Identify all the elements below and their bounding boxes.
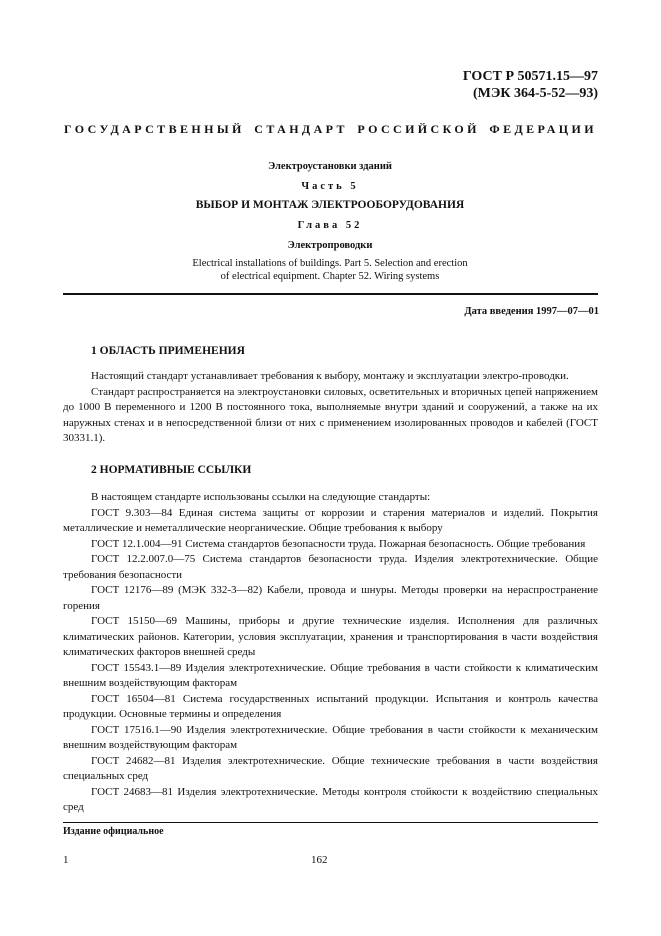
official-edition-label: Издание официальное bbox=[63, 826, 164, 837]
state-standard-banner bbox=[64, 122, 597, 137]
section2-body bbox=[63, 490, 598, 816]
reference-item: ГОСТ 24682—81 Изделия электротехнические. Общие технические требования в части воздействия специальных сред bbox=[63, 754, 598, 782]
banner-word: РОССИЙСКОЙ bbox=[357, 122, 480, 136]
banner-word: СТАНДАРТ bbox=[254, 122, 348, 136]
paragraph: Стандарт распространяется на электроустановки силовых, осветительных и вторичных цепей напряжением до 1000 В переменного и 1200 В постоянного тока, выполняемые внутри зданий и сооружений, а также на их наружных стенах и в непосредственной близи от них с применением изолированных проводов и кабелей (ГОСТ 30331.1). bbox=[63, 385, 598, 444]
title-chapter: Глава 52 bbox=[297, 220, 363, 231]
title-part: Часть 5 bbox=[301, 181, 359, 192]
title-english-line1: Electrical installations of buildings. Part 5. Selection and erection bbox=[192, 258, 468, 269]
title-english-line2: of electrical equipment. Chapter 52. Wiring systems bbox=[220, 271, 440, 282]
section1-body bbox=[63, 369, 598, 447]
section2-heading: 2 НОРМАТИВНЫЕ ССЫЛКИ bbox=[91, 464, 252, 476]
section1-heading: 1 ОБЛАСТЬ ПРИМЕНЕНИЯ bbox=[91, 345, 245, 357]
paragraph: Настоящий стандарт устанавливает требования к выбору, монтажу и эксплуатации электро-проводки. bbox=[91, 370, 569, 382]
introduction-date: Дата введения 1997—07—01 bbox=[464, 306, 599, 317]
standard-code bbox=[463, 68, 598, 102]
reference-item: ГОСТ 12176—89 (МЭК 332-3—82) Кабели, провода и шнуры. Методы проверки на нераспространение горения bbox=[63, 584, 598, 612]
reference-item: ГОСТ 12.1.004—91 Система стандартов безопасности труда. Пожарная безопасность. Общие требования bbox=[91, 537, 586, 550]
title-main: ВЫБОР И МОНТАЖ ЭЛЕКТРООБОРУДОВАНИЯ bbox=[195, 199, 465, 211]
standard-code-line2: (МЭК 364-5-52—93) bbox=[472, 86, 598, 101]
reference-item: ГОСТ 12.2.007.0—75 Система стандартов безопасности труда. Изделия электротехнические. Общие требования безопасности bbox=[63, 553, 598, 581]
reference-item: ГОСТ 9.303—84 Единая система защиты от коррозии и старения материалов и изделий. Покрытия металлические и неметаллические неорганические. Общие требования к выбору bbox=[63, 506, 598, 534]
reference-item: ГОСТ 15543.1—89 Изделия электротехнические. Общие требования в части стойкости к климатическим внешним воздействующим факторам bbox=[63, 661, 598, 689]
reference-item: ГОСТ 24683—81 Изделия электротехнические. Методы контроля стойкости к воздействию специальных сред bbox=[63, 785, 598, 813]
page-number: 162 bbox=[311, 854, 328, 866]
standard-code-line1: ГОСТ Р 50571.15—97 bbox=[462, 69, 598, 84]
banner-word: ГОСУДАРСТВЕННЫЙ bbox=[64, 122, 245, 136]
reference-item: ГОСТ 15150—69 Машины, приборы и другие технические изделия. Исполнения для различных климатических районов. Категории, условия эксплуатации, хранения и транспортирования в части воздействия климатических факторов внешней среды bbox=[63, 615, 598, 658]
reference-item: ГОСТ 17516.1—90 Изделия электротехнические. Общие требования в части стойкости к механическим внешним воздействующим факторам bbox=[63, 723, 598, 751]
paragraph: В настоящем стандарте использованы ссылки на следующие стандарты: bbox=[91, 491, 431, 503]
reference-item: ГОСТ 16504—81 Система государственных испытаний продукции. Испытания и контроль качества продукции. Основные термины и определения bbox=[63, 692, 598, 720]
footer-divider bbox=[63, 822, 598, 823]
title-block bbox=[60, 160, 600, 283]
title-subtitle: Электропроводки bbox=[287, 240, 373, 251]
title-subject: Электроустановки зданий bbox=[268, 161, 392, 172]
title-divider bbox=[63, 293, 598, 295]
sheet-number: 1 bbox=[63, 854, 69, 866]
banner-word: ФЕДЕРАЦИИ bbox=[489, 122, 597, 136]
